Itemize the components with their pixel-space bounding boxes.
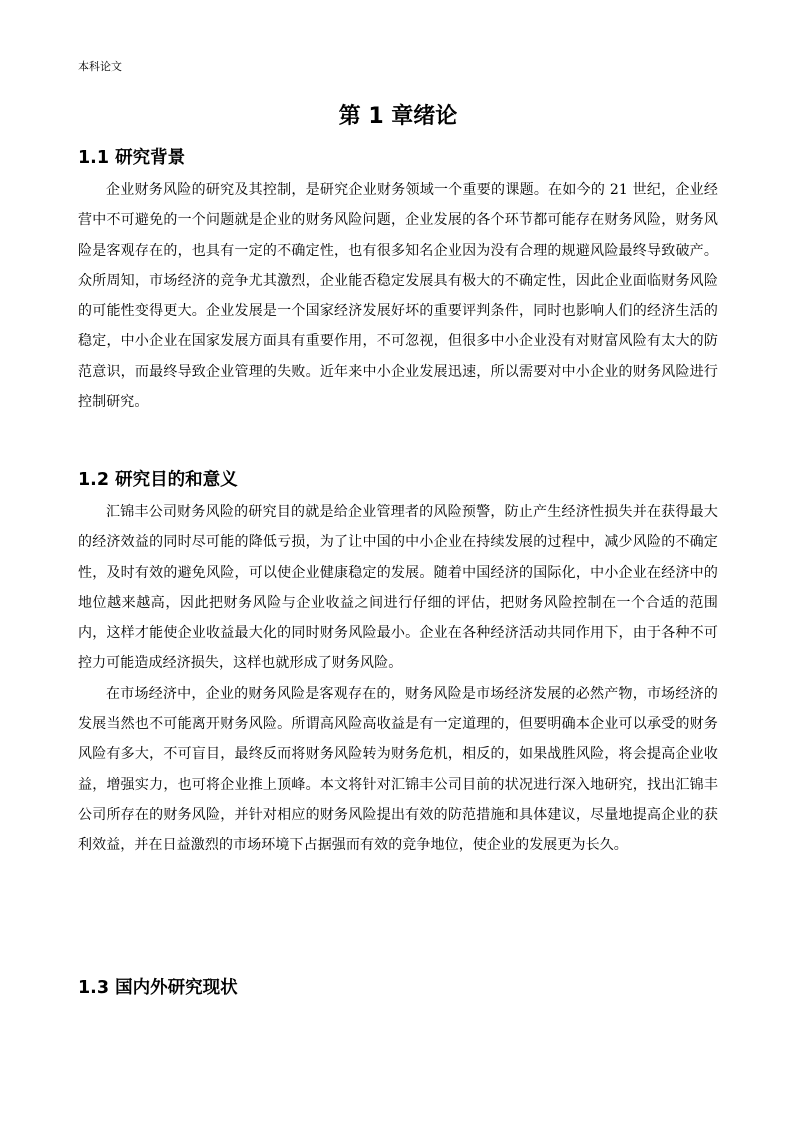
- section-heading: 1.1 研究背景: [78, 148, 186, 168]
- running-header: 本科论文: [78, 60, 122, 73]
- chapter-title: 第 1 章绪论: [338, 104, 458, 129]
- section-heading: 1.2 研究目的和意义: [78, 470, 238, 490]
- section-research-background: [78, 145, 718, 417]
- paragraph: 汇锦丰公司财务风险的研究目的就是给企业管理者的风险预警，防止产生经济性损失并在获得最大的经济效益的同时尽可能的降低亏损，为了让中国的中小企业在持续发展的过程中，减少风险的不确定性，及时有效的避免风险，可以使企业健康稳定的发展。随着中国经济的国际化，中小企业在经济中的地位越来越高，因此把财务风险与企业收益之间进行仔细的评估，把财务风险控制在一个合适的范围内，这样才能使企业收益最大化的同时财务风险最小。企业在各种经济活动共同作用下，由于各种不可控力可能造成经济损失，这样也就形成了财务风险。: [78, 504, 718, 672]
- paragraph: 企业财务风险的研究及其控制，是研究企业财务领域一个重要的课题。在如今的 21 世纪，企业经营中不可避免的一个问题就是企业的财务风险问题，企业发展的各个环节都可能存在财务风险，财务风险是客观存在的，也具有一定的不确定性，也有很多知名企业因为没有合理的规避风险最终导致破产。众所周知，市场经济的竞争尤其激烈，企业能否稳定发展具有极大的不确定性，因此企业面临财务风险的可能性变得更大。企业发展是一个国家经济发展好坏的重要评判条件，同时也影响人们的经济生活的稳定，中小企业在国家发展方面具有重要作用，不可忽视，但很多中小企业没有对财富风险有太大的防范意识，而最终导致企业管理的失败。近年来中小企业发展迅速，所以需要对中小企业的财务风险进行控制研究。: [78, 182, 718, 411]
- section-research-purpose: [78, 467, 718, 861]
- section-research-status: [78, 975, 718, 1005]
- paragraph: 在市场经济中，企业的财务风险是客观存在的，财务风险是市场经济发展的必然产物，市场经济的发展当然也不可能离开财务风险。所谓高风险高收益是有一定道理的，但要明确本企业可以承受的财务风险有多大，不可盲目，最终反而将财务风险转为财务危机，相反的，如果战胜风险，将会提高企业收益，增强实力，也可将企业推上顶峰。本文将针对汇锦丰公司目前的状况进行深入地研究，找出汇锦丰公司所存在的财务风险，并针对相应的财务风险提出有效的防范措施和具体建议，尽量地提高企业的获利效益，并在日益激烈的市场环境下占据强而有效的竞争地位，使企业的发展更为长久。: [78, 685, 718, 854]
- section-heading: 1.3 国内外研究现状: [78, 978, 238, 998]
